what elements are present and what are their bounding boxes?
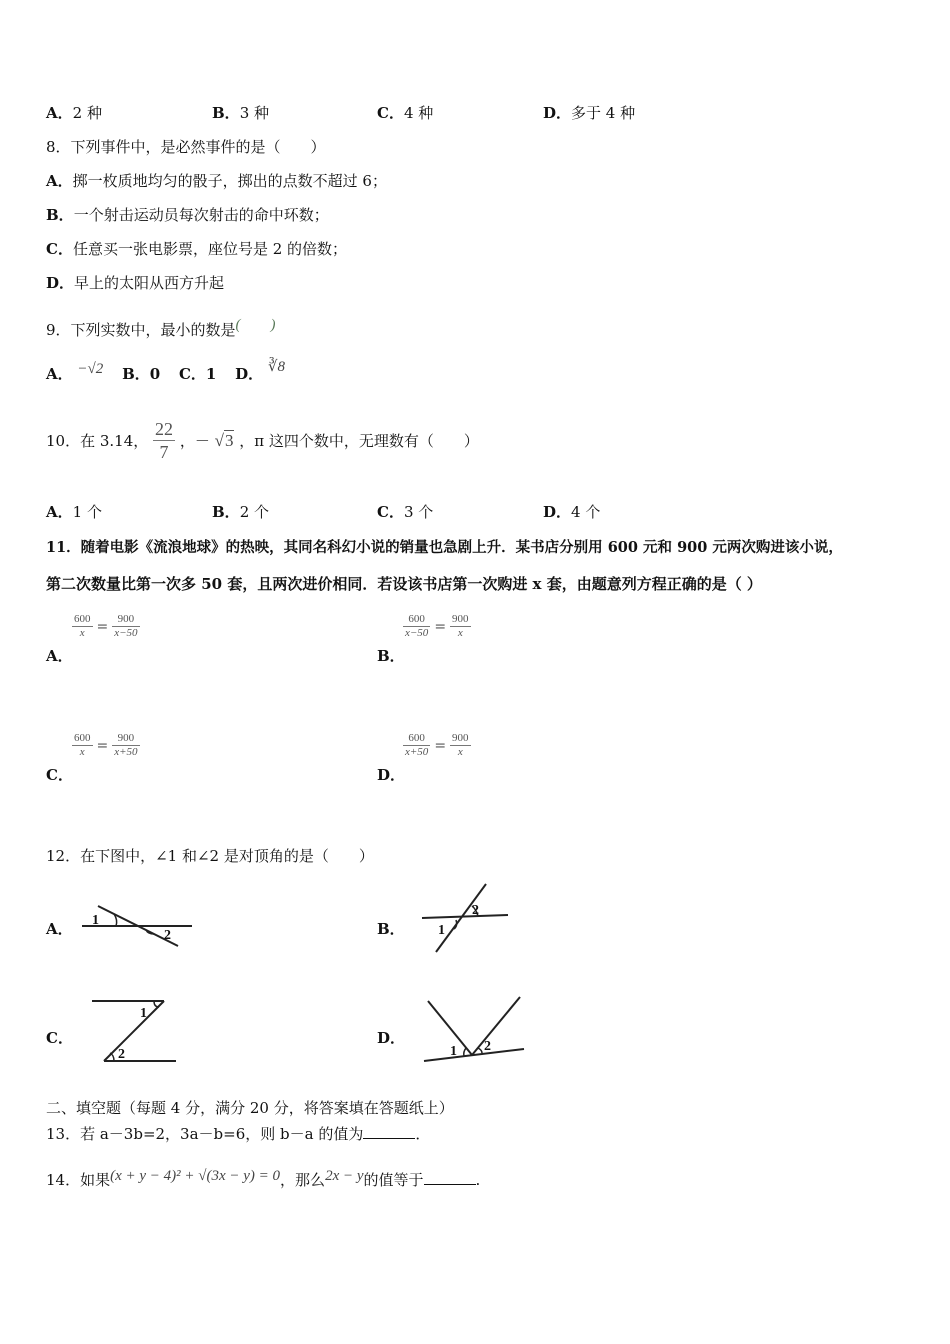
q12-b-angle-2: 2 [472, 903, 479, 918]
q11-stem-line2: 第二次数量比第一次多 50 套，且两次进价相同．若设该书店第一次购进 x 套，由题意列方程正确的是（ ） [46, 575, 762, 593]
q9-options: A． −√2 B．0 C．1 D． ∛8 [46, 359, 285, 383]
q13-text: 13．若 a－3b=2，3a－b=6，则 b－a 的值为 ． [46, 1125, 431, 1143]
q12-c-angle-2: 2 [118, 1047, 125, 1062]
q14-answer-blank[interactable] [424, 1170, 476, 1185]
q14-expression: 2x − y [325, 1168, 364, 1184]
q7-option-d: D．多于 4 种 [543, 104, 636, 122]
q12-figure-c [88, 995, 180, 1067]
q9-paren: ( ) [235, 317, 276, 333]
q12-figure-d [420, 995, 528, 1067]
q11-option-c-equation: $\frac{600}{x}$ = $\frac{900}{x+50}$ [74, 732, 138, 758]
q12-d-angle-1: 1 [450, 1044, 457, 1059]
q11-option-b-label: B． [377, 647, 405, 665]
q11-stem-line1: 11．随着电影《流浪地球》的热映，其同名科幻小说的销量也急剧上升．某书店分别用 600 元和 900 元两次购进该小说， [46, 539, 843, 556]
q8-option-d: D．早上的太阳从西方升起 [46, 274, 225, 292]
q7-option-a: A．2 种 [46, 104, 102, 122]
q11-option-d-label: D． [377, 766, 406, 784]
q12-stem: 12．在下图中，∠1 和∠2 是对顶角的是（ ） [46, 847, 374, 865]
q10-option-a: A．1 个 [46, 503, 102, 521]
q14-text: 14．如果(x + y − 4)² + √(3x − y) = 0，那么2x − y的值等于 . [46, 1168, 481, 1189]
q8-option-c: C．任意买一张电影票，座位号是 2 的倍数； [46, 240, 348, 258]
q12-d-angle-2: 2 [484, 1039, 491, 1054]
q10-option-d: D．4 个 [543, 503, 601, 521]
q12-option-a-label: A． [46, 920, 73, 938]
q14-equation: (x + y − 4)² + √(3x − y) = 0 [110, 1168, 281, 1184]
q12-option-b-label: B． [377, 920, 405, 938]
q7-option-b: B．3 种 [212, 104, 269, 122]
q11-option-a-equation: $\frac{600}{x}$ = $\frac{900}{x-50}$ [74, 613, 138, 639]
q12-option-d-label: D． [377, 1029, 406, 1047]
q12-a-angle-1: 1 [92, 913, 99, 928]
q11-option-a-label: A． [46, 647, 73, 665]
q10-fraction: $\frac{22}{7}$ [155, 419, 174, 462]
q12-c-angle-1: 1 [140, 1006, 147, 1021]
q9-option-a-math: −√2 [77, 361, 104, 377]
q10-stem: 10．在 3.14， $\frac{22}{7}$ ，－ √3 ，π 这四个数中，无理数有（ ） [46, 419, 479, 462]
q8-stem: 8．下列事件中，是必然事件的是（ ） [46, 138, 326, 156]
q7-option-c: C．4 种 [377, 104, 434, 122]
q11-option-d-equation: $\frac{600}{x+50}$ = $\frac{900}{x}$ [405, 732, 469, 758]
q11-option-c-label: C． [46, 766, 73, 784]
q9-option-d-math: ∛8 [267, 359, 285, 375]
q12-a-angle-2: 2 [164, 928, 171, 943]
q10-option-c: C．3 个 [377, 503, 434, 521]
q12-figure-a [80, 900, 195, 950]
q9-stem: 9．下列实数中，最小的数是( ) [46, 317, 276, 339]
q12-option-c-label: C． [46, 1029, 73, 1047]
q12-b-angle-1: 1 [438, 923, 445, 938]
q8-option-b: B．一个射击运动员每次射击的命中环数； [46, 206, 329, 224]
q8-option-a: A．掷一枚质地均匀的骰子，掷出的点数不超过 6； [46, 172, 387, 190]
section-2-title: 二、填空题（每题 4 分，满分 20 分，将答案填在答题纸上） [46, 1099, 454, 1117]
q12-figure-b [418, 882, 510, 954]
q13-answer-blank[interactable] [363, 1124, 415, 1139]
q10-option-b: B．2 个 [212, 503, 269, 521]
q11-option-b-equation: $\frac{600}{x-50}$ = $\frac{900}{x}$ [405, 613, 469, 639]
